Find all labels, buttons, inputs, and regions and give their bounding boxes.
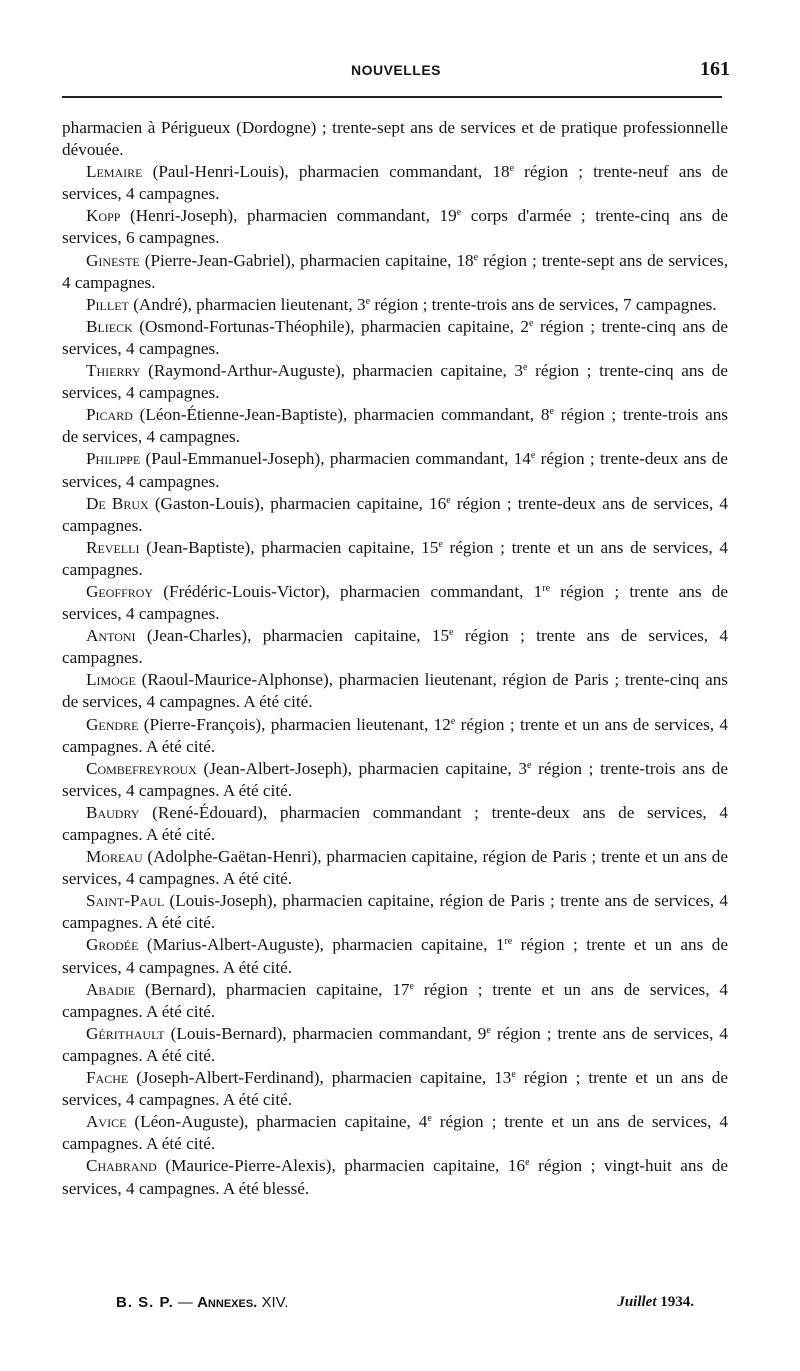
entry-surname: Baudry: [86, 802, 140, 822]
entry-surname: Gineste: [86, 250, 140, 270]
entry-text: (Louis-Joseph), pharmacien capitaine, région de Paris ; trente ans de services, 4 campagnes. A été cité.: [62, 891, 728, 933]
entry-text-continued: région ; trente et un ans de services, 4 campagnes. A été cité.: [62, 714, 728, 756]
entry-text: (Bernard), pharmacien capitaine, 17: [135, 979, 410, 999]
entry-text-continued: région ; trente-trois ans de services, 4 campagnes. A été cité.: [62, 758, 728, 800]
annexes-label: Annexes.: [197, 1294, 258, 1311]
entry-text-continued: région ; trente-trois ans de services, 7 campagnes.: [370, 294, 717, 314]
entry-text: (Jean-Albert-Joseph), pharmacien capitaine, 3: [196, 758, 527, 778]
entry-surname: Fache: [86, 1068, 129, 1088]
volume-number: XIV.: [257, 1294, 289, 1311]
entry-surname: Chabrand: [86, 1156, 157, 1176]
entry-text-continued: corps d'armée ; trente-cinq ans de services, 6 campagnes.: [62, 206, 728, 248]
entry-text: (Louis-Bernard), pharmacien commandant, 9: [164, 1023, 487, 1043]
ordinal-suffix: e: [486, 1024, 491, 1036]
entry-paragraph: [62, 669, 728, 713]
entry-surname: Abadie: [86, 979, 136, 999]
header-rule: [62, 96, 722, 98]
ordinal-suffix: e: [409, 980, 414, 992]
issue-date: [617, 1294, 694, 1311]
entry-paragraph: [62, 1067, 728, 1111]
ordinal-suffix: e: [456, 207, 462, 219]
entry-text-continued: région ; trente et un ans de services, 4 campagnes. A été cité.: [62, 1112, 728, 1154]
entry-text: (Marius-Albert-Auguste), pharmacien capitaine, 1: [138, 935, 505, 955]
running-title: NOUVELLES: [350, 62, 442, 78]
entry-paragraph: [62, 493, 728, 537]
entry-paragraph: [62, 448, 728, 492]
journal-abbrev: B. S. P.: [116, 1294, 174, 1311]
entry-text: (Jean-Baptiste), pharmacien capitaine, 15: [139, 537, 439, 557]
body-text: [62, 117, 728, 1200]
entry-paragraph: [62, 537, 728, 581]
entry-surname: Gérithault: [86, 1023, 165, 1043]
entry-text: (Paul-Emmanuel-Joseph), pharmacien commandant, 14: [140, 449, 531, 469]
entry-paragraph: [62, 360, 728, 404]
entry-surname: Revelli: [86, 537, 140, 557]
entry-text-continued: région ; trente et un ans de services, 4 campagnes. A été cité.: [62, 979, 729, 1021]
entry-paragraph: [62, 250, 728, 294]
entry-text: (Léon-Étienne-Jean-Baptiste), pharmacien commandant, 8: [132, 405, 550, 425]
ordinal-suffix: re: [542, 582, 551, 594]
entry-paragraph: [62, 846, 728, 890]
footer-dash: —: [173, 1294, 198, 1311]
page-header: [62, 58, 730, 84]
entry-text-continued: région ; trente-neuf ans de services, 4 campagnes.: [62, 162, 728, 204]
entry-text: (Adolphe-Gaëtan-Henri), pharmacien capitaine, région de Paris ; trente et un ans de services, 4 campagnes. A été cité.: [62, 847, 728, 889]
entry-surname: De Brux: [86, 493, 149, 513]
ordinal-suffix: e: [509, 163, 515, 175]
entry-paragraph: [62, 404, 728, 448]
entry-surname: Picard: [86, 405, 133, 425]
entry-paragraph: [62, 205, 728, 249]
entry-paragraph: [62, 1111, 728, 1155]
entry-paragraph: [62, 161, 728, 205]
entry-paragraph: [62, 316, 728, 360]
entry-text: (Pierre-François), pharmacien lieutenant, 12: [138, 714, 451, 734]
entry-surname: Antoni: [86, 626, 136, 646]
entry-paragraph: [62, 714, 728, 758]
entry-text-continued: région ; trente et un ans de services, 4 campagnes.: [62, 537, 728, 579]
entry-paragraph: [62, 294, 728, 316]
entry-paragraph: [62, 934, 728, 978]
page-number: 161: [700, 58, 730, 80]
entry-text-continued: région ; trente-deux ans de services, 4 campagnes.: [62, 449, 728, 491]
entry-surname: Kopp: [86, 206, 121, 226]
ordinal-suffix: e: [525, 1157, 530, 1169]
entry-paragraph: [62, 1023, 728, 1067]
ordinal-suffix: e: [427, 1113, 432, 1125]
entry-text: (Osmond-Fortunas-Théophile), pharmacien capitaine, 2: [132, 316, 529, 336]
entry-text-continued: région ; trente et un ans de services, 4 campagnes. A été cité.: [62, 935, 728, 977]
entry-paragraph: [62, 979, 728, 1023]
entry-text: (René-Édouard), pharmacien commandant ; trente-deux ans de services, 4 campagnes. A été cité.: [62, 802, 728, 844]
entry-surname: Moreau: [86, 847, 143, 867]
ordinal-suffix: re: [504, 936, 513, 948]
entry-text-continued: région ; trente-cinq ans de services, 4 campagnes.: [62, 316, 728, 358]
entry-surname: Limoge: [86, 670, 136, 690]
entry-text: (Gaston-Louis), pharmacien capitaine, 16: [148, 493, 447, 513]
entry-paragraph: [62, 802, 728, 846]
journal-reference: [116, 1294, 288, 1311]
entry-paragraph: [62, 758, 728, 802]
entry-text-continued: région ; trente ans de services, 4 campagnes. A été cité.: [62, 1023, 728, 1065]
entry-surname: Avice: [86, 1112, 127, 1132]
issue-year: 1934.: [656, 1294, 694, 1310]
ordinal-suffix: e: [529, 317, 534, 329]
entry-text-continued: région ; vingt-huit ans de services, 4 campagnes. A été blessé.: [62, 1156, 728, 1198]
entry-surname: Combefreyroux: [86, 758, 197, 778]
entry-text: (Raymond-Arthur-Auguste), pharmacien capitaine, 3: [140, 361, 524, 381]
entry-surname: Saint-Paul: [86, 891, 165, 911]
entry-text: (Joseph-Albert-Ferdinand), pharmacien capitaine, 13: [128, 1068, 512, 1088]
ordinal-suffix: e: [450, 715, 456, 727]
entry-text: (Henri-Joseph), pharmacien commandant, 19: [120, 206, 457, 226]
entry-surname: Blieck: [86, 316, 133, 336]
entry-paragraph: [62, 1155, 728, 1199]
entry-text-continued: région ; trente-sept ans de services, 4 campagnes.: [62, 250, 728, 292]
ordinal-suffix: e: [438, 538, 443, 550]
entry-surname: Lemaire: [86, 162, 143, 182]
entry-surname: Philippe: [86, 449, 141, 469]
entry-text: (Léon-Auguste), pharmacien capitaine, 4: [126, 1112, 428, 1132]
issue-month: Juillet: [617, 1294, 657, 1310]
entry-paragraph: [62, 890, 728, 934]
entry-text: (André), pharmacien lieutenant, 3: [128, 294, 366, 314]
entry-text-continued: région ; trente-cinq ans de services, 4 campagnes.: [62, 361, 728, 403]
entry-text: pharmacien à Périgueux (Dordogne) ; trente-sept ans de services et de pratique professionnelle dévouée.: [62, 118, 728, 160]
entry-surname: Pillet: [86, 294, 129, 314]
entry-text-continued: région ; trente ans de services, 4 campagnes.: [62, 581, 728, 624]
entry-text: (Jean-Charles), pharmacien capitaine, 15: [135, 626, 450, 646]
entry-surname: Geoffroy: [86, 581, 154, 601]
ordinal-suffix: e: [530, 450, 536, 462]
entry-paragraph: [62, 117, 728, 161]
ordinal-suffix: e: [365, 295, 371, 307]
entry-text-continued: région ; trente et un ans de services, 4 campagnes. A été cité.: [62, 1068, 728, 1110]
entry-text: (Frédéric-Louis-Victor), pharmacien commandant, 1: [153, 581, 543, 601]
entry-text-continued: région ; trente ans de services, 4 campagnes.: [62, 626, 728, 668]
ordinal-suffix: e: [446, 494, 451, 506]
entry-text: (Raoul-Maurice-Alphonse), pharmacien lieutenant, région de Paris ; trente-cinq ans de services, 4 campagnes. A été cité.: [62, 670, 728, 712]
ordinal-suffix: e: [511, 1069, 516, 1081]
entry-surname: Thierry: [86, 361, 141, 381]
page-footer: [62, 1294, 728, 1318]
entry-paragraph: [62, 625, 728, 669]
ordinal-suffix: e: [473, 251, 479, 263]
ordinal-suffix: e: [526, 759, 532, 771]
entry-surname: Grodée: [86, 935, 139, 955]
ordinal-suffix: e: [549, 406, 554, 418]
ordinal-suffix: e: [449, 627, 454, 639]
entry-text: (Paul-Henri-Louis), pharmacien commandant, 18: [142, 162, 510, 182]
entry-paragraph: [62, 581, 728, 625]
entry-text-continued: région ; trente-deux ans de services, 4 campagnes.: [62, 493, 728, 535]
entry-text: (Maurice-Pierre-Alexis), pharmacien capitaine, 16: [156, 1156, 526, 1176]
entry-text: (Pierre-Jean-Gabriel), pharmacien capitaine, 18: [139, 250, 474, 270]
entry-text-continued: région ; trente-trois ans de services, 4 campagnes.: [62, 405, 728, 447]
ordinal-suffix: e: [523, 362, 528, 374]
entry-surname: Gendre: [86, 714, 139, 734]
